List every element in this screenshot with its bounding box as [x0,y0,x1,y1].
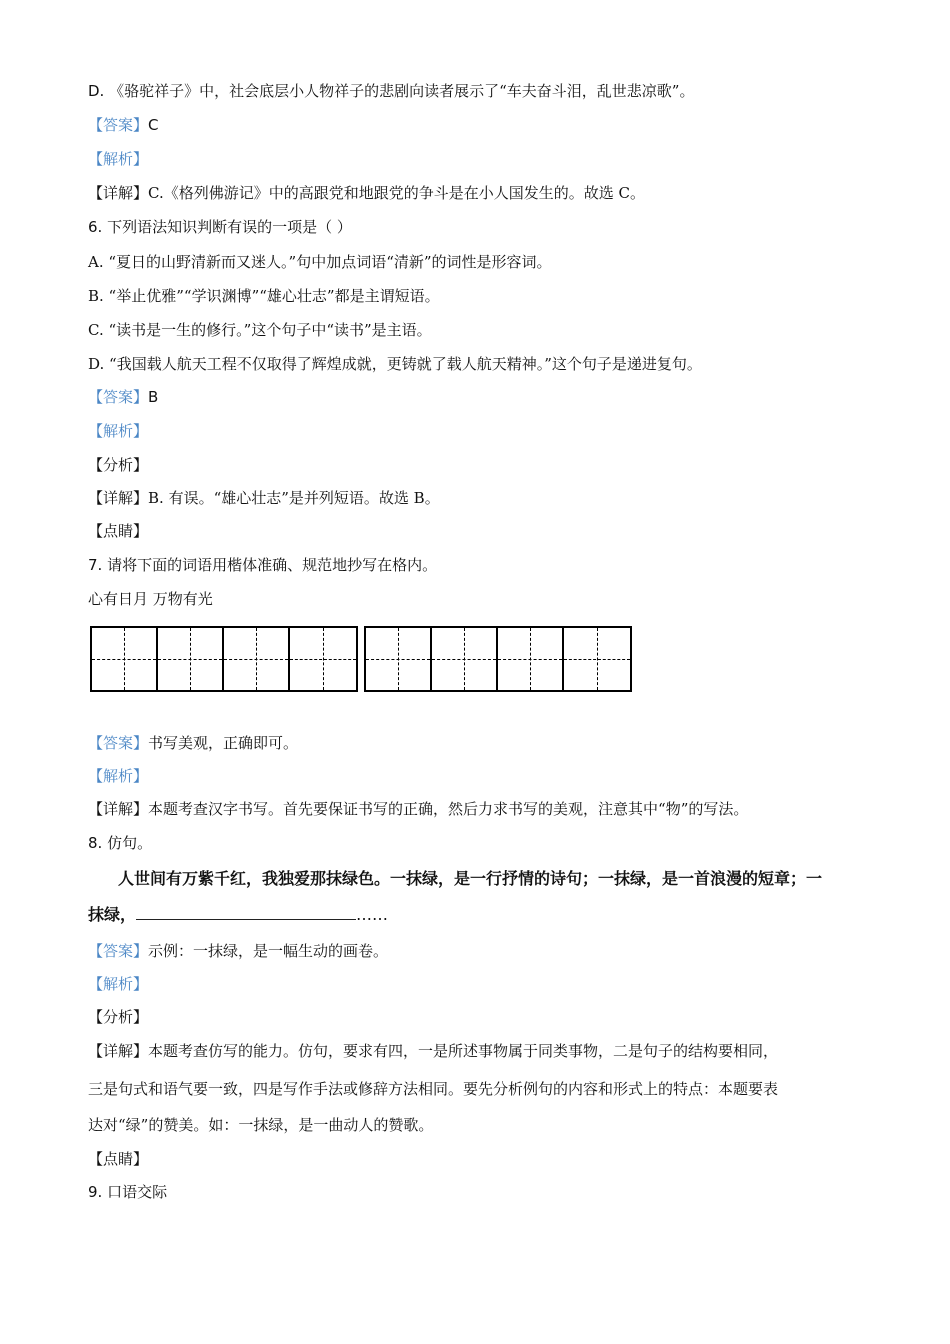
question-6-option-b: B. “举止优雅”“学识渊博”“雄心壮志”都是主谓短语。 [88,287,440,305]
answer-7: 【答案】书写美观，正确即可。 [88,734,299,752]
grid-cell[interactable] [432,628,498,690]
writing-grid-1[interactable] [90,626,358,692]
question-8: 8. 仿句。 [88,834,153,852]
question-8-text-line1: 人世间有万紫千红，我独爱那抹绿色。一抹绿，是一行抒情的诗句；一抹绿，是一首浪漫的短章；一 [118,869,823,888]
answer-6: 【答案】B [88,388,159,406]
detail-5: 【详解】C.《格列佛游记》中的高跟党和地跟党的争斗是在小人国发生的。故选 C。 [88,184,645,202]
analysis-label-7: 【解析】 [88,767,149,785]
question-6-option-d: D. “我国载人航天工程不仅取得了辉煌成就，更铸就了载人航天精神。”这个句子是递进复句。 [88,355,702,373]
question-6-option-c: C. “读书是一生的修行。”这个句子中“读书”是主语。 [88,321,432,339]
question-6-option-a: A. “夏日的山野清新而又迷人。”句中加点词语“清新”的词性是形容词。 [88,253,552,271]
grid-cell[interactable] [224,628,290,690]
grid-cell[interactable] [366,628,432,690]
detail-8-line1: 【详解】本题考查仿写的能力。仿句，要求有四，一是所述事物属于同类事物，二是句子的结构要相同， [88,1042,779,1060]
grid-cell[interactable] [92,628,158,690]
fenxi-label-8: 【分析】 [88,1008,149,1026]
question-8-text-line2: 抹绿， …… [88,905,389,924]
fill-in-blank[interactable] [136,905,356,920]
option-d-line: D. 《骆驼祥子》中，社会底层小人物祥子的悲剧向读者展示了“车夫奋斗泪，乱世悲凉歌”。 [88,82,695,100]
detail-8-line3: 达对“绿”的赞美。如：一抹绿，是一曲动人的赞歌。 [88,1116,434,1134]
detail-8-line2: 三是句式和语气要一致，四是写作手法或修辞方法相同。要先分析例句的内容和形式上的特点：本题要表 [88,1080,779,1098]
question-6: 6. 下列语法知识判断有误的一项是（ ） [88,218,352,236]
answer-5: 【答案】C [88,116,159,134]
dianjing-label-8: 【点睛】 [88,1150,149,1168]
dianjing-label-6: 【点睛】 [88,522,149,540]
question-7-words: 心有日月 万物有光 [88,590,213,608]
writing-grid-2[interactable] [364,626,632,692]
question-7: 7. 请将下面的词语用楷体准确、规范地抄写在格内。 [88,556,438,574]
grid-cell[interactable] [158,628,224,690]
grid-cell[interactable] [498,628,564,690]
detail-7: 【详解】本题考查汉字书写。首先要保证书写的正确，然后力求书写的美观，注意其中“物”的写法。 [88,800,749,818]
grid-cell[interactable] [290,628,356,690]
analysis-label-5: 【解析】 [88,150,149,168]
fenxi-label-6: 【分析】 [88,456,149,474]
question-9: 9. 口语交际 [88,1183,168,1201]
analysis-label-6: 【解析】 [88,422,149,440]
analysis-label-8: 【解析】 [88,975,149,993]
grid-cell[interactable] [564,628,630,690]
detail-6: 【详解】B. 有误。“雄心壮志”是并列短语。故选 B。 [88,489,440,507]
answer-8: 【答案】示例：一抹绿，是一幅生动的画卷。 [88,942,389,960]
